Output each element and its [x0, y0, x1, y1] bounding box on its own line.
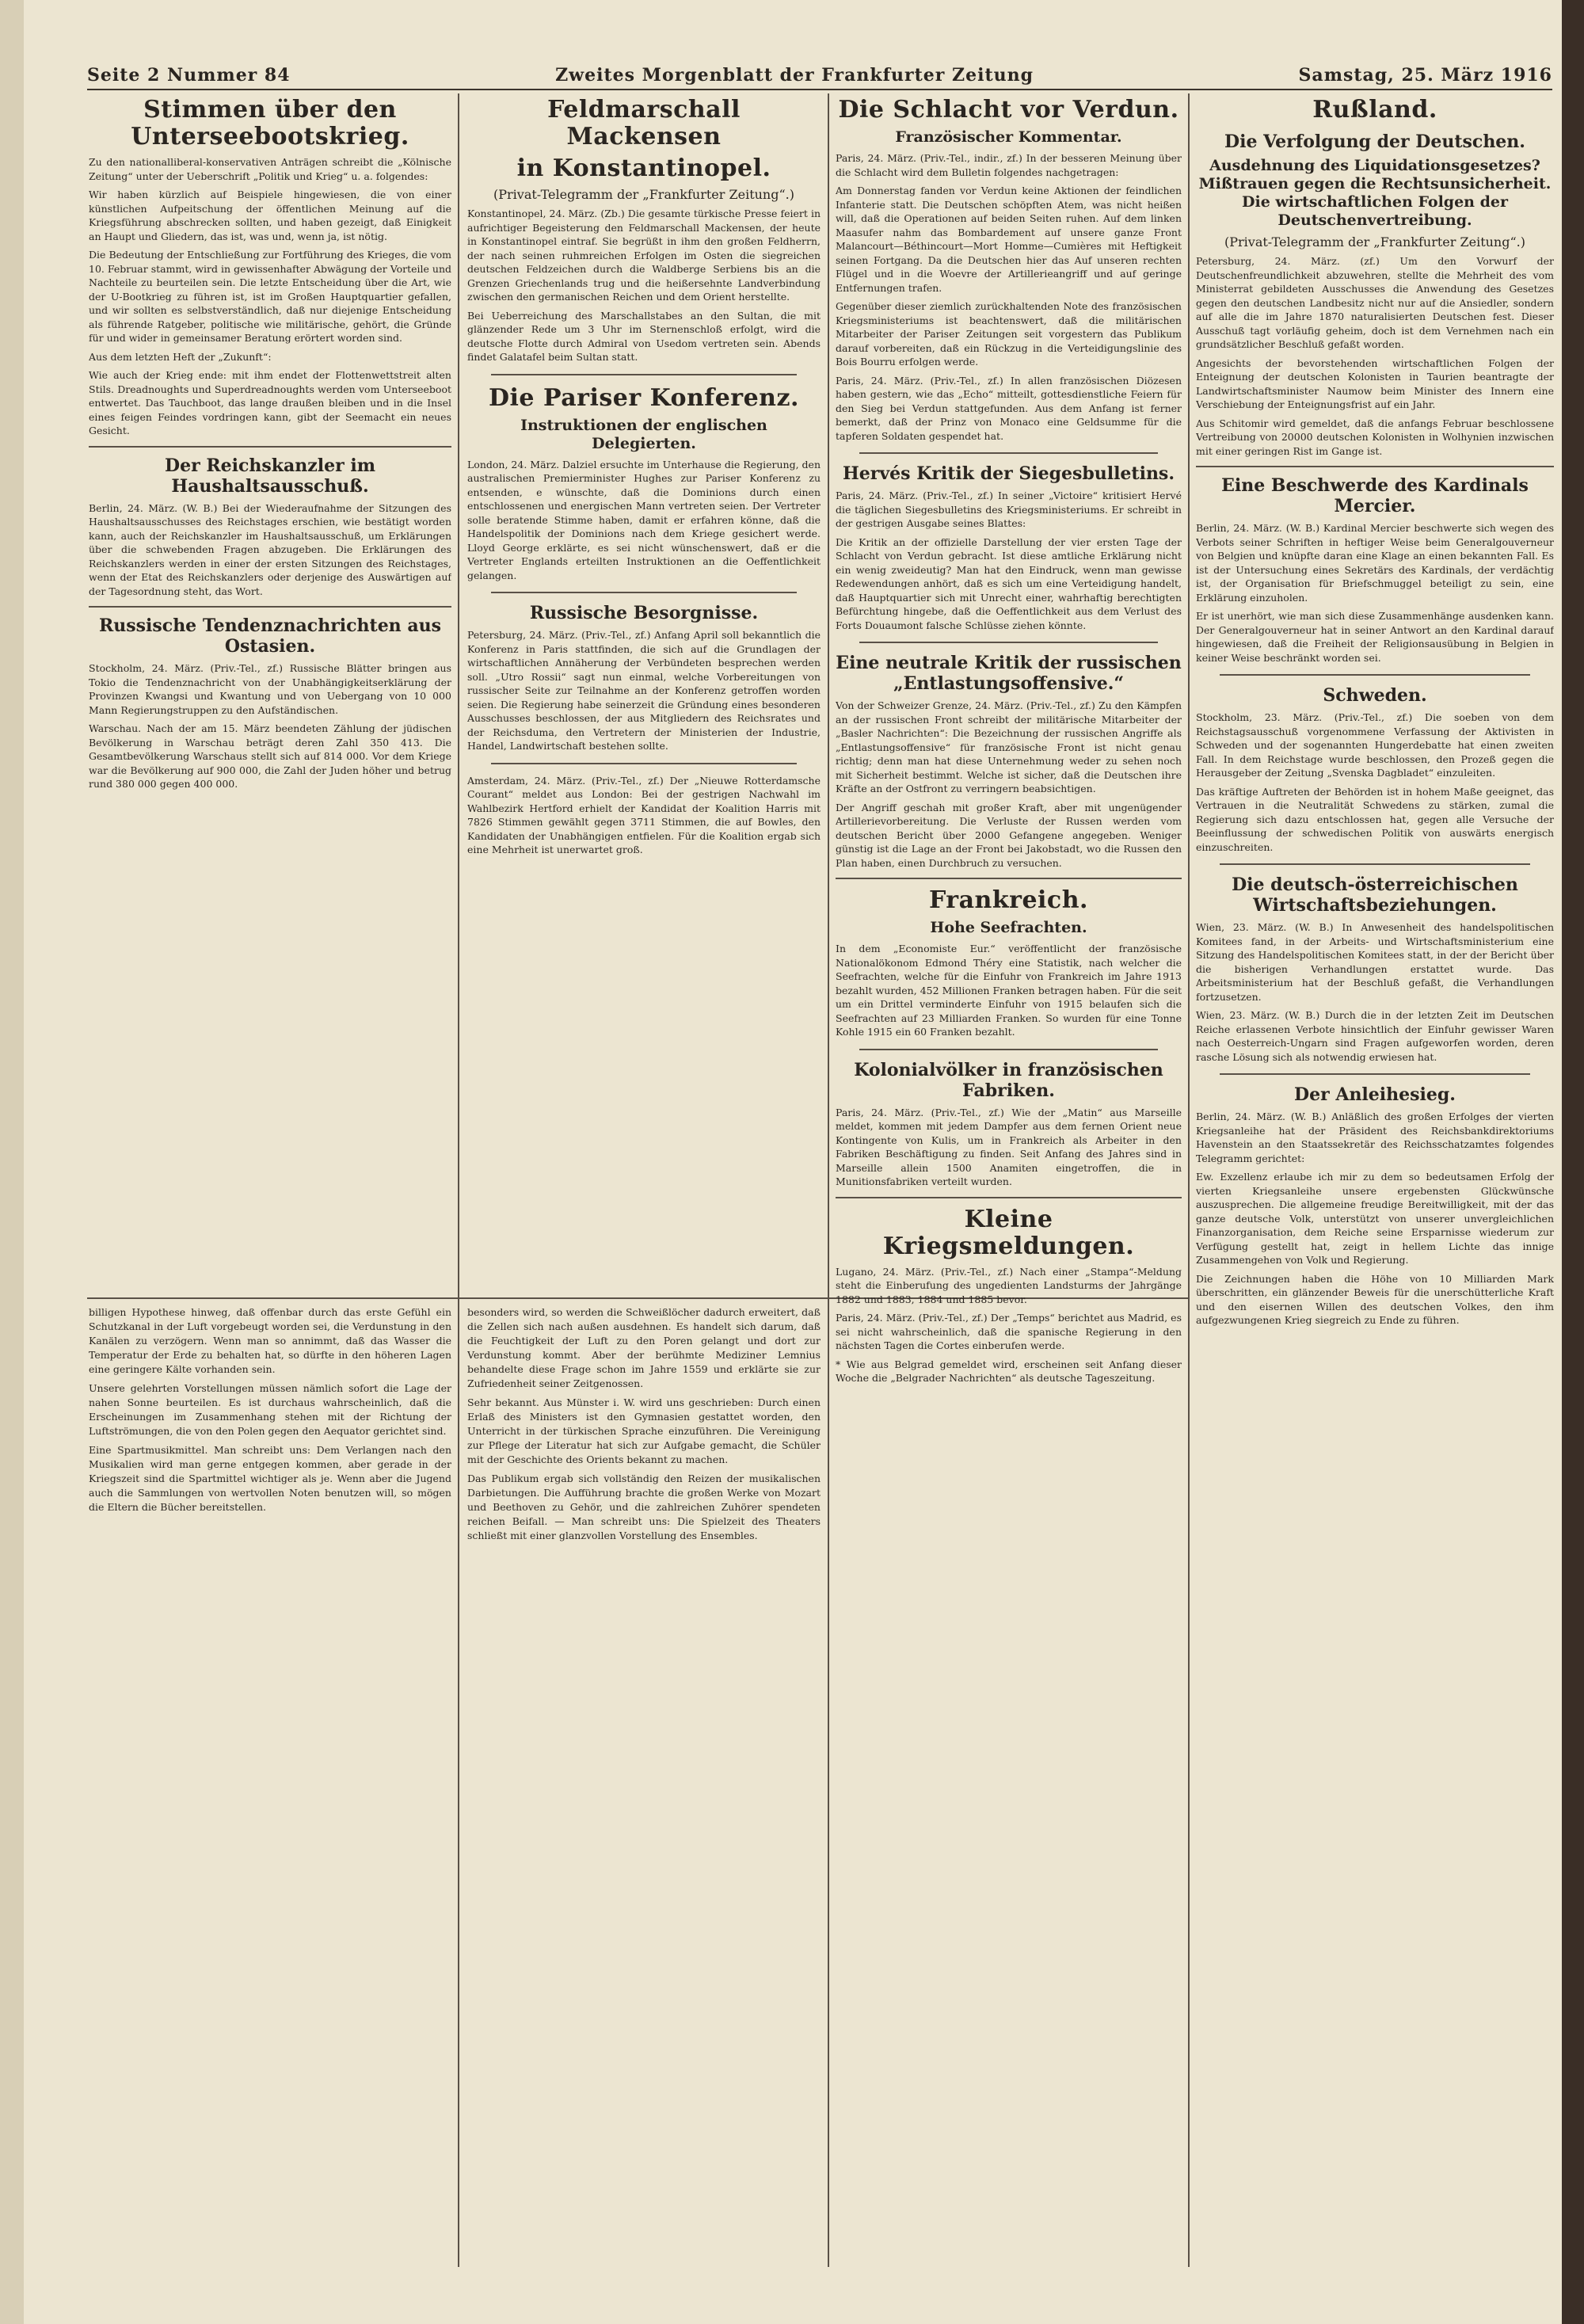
article-paragraph: Der Angriff geschah mit großer Kraft, aber mit ungenügender Artillerievorbereitung. Die Verluste der Russen werden vom deutschen Bericht über 2000 Gefangene angegeben. Weniger günstig ist die Lage an der Front bei Jakobstadt, wo die Russen den Plan haben, einen Durchbruch zu versuchen. [836, 801, 1182, 869]
column-rule [458, 93, 459, 2267]
article-paragraph: Wien, 23. März. (W. B.) In Anwesenheit des handelspolitischen Komitees fand, in der Arbeits- und Wirtschaftsministerium eine Sitzung des Handelspolitischen Komitees statt, in der der Bericht über die bisherigen Verhandlungen erstattet wurde. Das Arbeitsministerium hat der Beschluß gefaßt, die Verhandlungen fortzusetzen. [1196, 921, 1554, 1003]
article-paragraph: Petersburg, 24. März. (zf.) Um den Vorwurf der Deutschenfreundlichkeit abzuwehren, stellte die Mehrheit des vom Ministerrat gebildeten Ausschusses die Anwendung des Gesetzes gegen den deutschen Landbesitz nicht nur auf die Ansiedler, sondern auf alle die im Jahre 1870 naturalisierten Deutschen fest. Dieser Ausschuß tagt vorläufig geheim, doch ist dem Vernehmen nach ein grundsätzlicher Beschluß gefaßt worden. [1196, 255, 1554, 350]
article-paragraph: Zu den nationalliberal-konservativen Anträgen schreibt die „Kölnische Zeitung“ unter der Ueberschrift „Politik und Krieg“ u. a. folgendes: [89, 156, 451, 182]
divider [89, 446, 451, 448]
article-paragraph: Aus Schitomir wird gemeldet, daß die anfangs Februar beschlossene Vertreibung von 20000 deutschen Kolonisten in Wolhynien inzwischen mit einer geringen Rist im Gange ist. [1196, 417, 1554, 457]
article-subtitle: Französischer Kommentar. [895, 128, 1122, 146]
article-paragraph: Die Bedeutung der Entschließung zur Fortführung des Krieges, die vom 10. Februar stammt, wird in gewissenhafter Abwägung der Vorteile und Nachteile zu beurteilen sein. Die letzte Entscheidung über die Art, wie der U-Bootkrieg zu führen ist, ist im Großen Hauptquartier gefallen, und wir sollten es selbstverständlich, daß nur diejenige Entscheidung als führende Ratgeber, politische wie militärische, gehört, die Gründe für und wider in gemeinsamer Beratung erörtert worden sind. [89, 249, 451, 344]
divider [89, 606, 451, 608]
article-title: Kolonialvölker in französischen Fabriken. [854, 1059, 1163, 1101]
article-paragraph: * Wie aus Belgrad gemeldet wird, erscheinen seit Anfang dieser Woche die „Belgrader Nachrichten“ als deutsche Tageszeitung. [836, 1358, 1182, 1384]
article-subtitle: Ausdehnung des Liquidationsgesetzes? Mißtrauen gegen die Rechtsunsicherheit. Die wirtschaftlichen Folgen der Deutschenvertreibung. [1198, 157, 1552, 229]
feuilleton-paragraph: Eine Spartmusikmittel. Man schreibt uns: Dem Verlangen nach den Musikalien wird man gerne entgegen kommen, aber gerade in der Kriegszeit sind die Spartmittel wichtiger als je. Wenn aber die Jugend auch die Sammlungen von wertvollen Noten benutzen will, so mögen die Eltern die Bücher bereitstellen. [89, 1444, 451, 1513]
article-paragraph: Die Zeichnungen haben die Höhe von 10 Milliarden Mark überschritten, ein glänzender Beweis für die unerschütterliche Kraft und den eisernen Willen des deutschen Volkes, den ihm aufgezwungenen Krieg siegreich zu Ende zu führen. [1196, 1272, 1554, 1326]
feuilleton-paragraph: Unsere gelehrten Vorstellungen müssen nämlich sofort die Lage der nahen Sonne beurteilen. Es ist durchaus wahrscheinlich, daß die Erscheinungen im Zusammenhang stehen mit der Richtung der Luftströmungen, die von den Polen gegen den Aequator gerichtet sind. [89, 1382, 451, 1437]
article-title: Eine Beschwerde des Kardinals Mercier. [1221, 475, 1529, 516]
article-paragraph: Paris, 24. März. (Priv.-Tel., zf.) Der „Temps“ berichtet aus Madrid, es sei nicht wahrscheinlich, daß die spanische Regierung in den nächsten Tagen die Cortes einberufen werde. [836, 1312, 1182, 1351]
article-paragraph: Das kräftige Auftreten der Behörden ist in hohem Maße geeignet, das Vertrauen in die Neutralität Schwedens zu stärken, zumal die Regierung sich dazu entschlossen hat, gegen alle Versuche der Beeinflussung der schwedischen Politik von auswärts energisch einzuschreiten. [1196, 785, 1554, 853]
divider [859, 642, 1158, 643]
header-page-number: Seite 2 Nummer 84 [87, 65, 291, 86]
column-rule [1188, 93, 1190, 2267]
article-title: Rußland. [1312, 97, 1437, 124]
article-title: Kleine Kriegsmeldungen. [882, 1205, 1135, 1260]
article-subtitle: Die Verfolgung der Deutschen. [1224, 131, 1525, 152]
divider [1220, 863, 1530, 865]
feuilleton-column-2 [467, 1305, 821, 2267]
article-paragraph: Paris, 24. März. (Priv.-Tel., zf.) In allen französischen Diözesen haben gestern, wie das „Echo“ mitteilt, gottesdienstliche Feiern für den Sieg bei Verdun stattgefunden. Aus dem Anfang ist ferner bemerkt, daß der Prinz von Monaco eine Geldsumme für die tapferen Soldaten gespendet hat. [836, 374, 1182, 442]
article-title: Frankreich. [929, 886, 1088, 914]
page-edge [0, 0, 24, 2324]
article-title: in Konstantinopel. [516, 154, 771, 182]
article-paragraph: Lugano, 24. März. (Priv.-Tel., zf.) Nach einer „Stampa“-Meldung steht die Einberufung des ungedienten Landsturms der Jahrgänge 1882 und 1883, 1884 und 1885 bevor. [836, 1265, 1182, 1305]
article-paragraph: Wir haben kürzlich auf Beispiele hingewiesen, die von einer künstlichen Aufpeitschung der öffentlichen Meinung auf die Kriegsführung abschrecken sollten, und haben gezeigt, daß Einigkeit an Haupt und Gliedern, das ist, was und, wenn ja, ist nötig. [89, 189, 451, 242]
article-paragraph: Paris, 24. März. (Priv.-Tel., zf.) Wie der „Matin“ aus Marseille meldet, kommen mit jedem Dampfer aus dem fernen Orient neue Kontingente von Kulis, um in Frankreich als Arbeiter in den Fabriken Beschäftigung zu finden. Seit Anfang des Jahres sind in Marseille allein 1500 Anamiten eingetroffen, die in Munitionsfabriken verteilt wurden. [836, 1106, 1182, 1187]
page-header [87, 62, 1552, 90]
article-title: Schweden. [1323, 685, 1427, 706]
article-source: (Privat-Telegramm der „Frankfurter Zeitung“.) [493, 187, 794, 202]
article-title: Stimmen über den Unterseebootskrieg. [131, 97, 409, 150]
divider [491, 763, 797, 764]
article-title: Feldmarschall Mackensen [547, 97, 741, 150]
column-1 [89, 97, 451, 1293]
article-paragraph: Stockholm, 23. März. (Priv.-Tel., zf.) Die soeben von dem Reichstagsausschuß vorgenommene Verfassung der Aktivisten in Schweden und der sogenannten Hungerdebatte hat einen zweiten Fall. In dem Reichstage wurde beschlossen, den Prozeß gegen die Herausgeber der Zeitung „Svenska Dagbladet“ einzuleiten. [1196, 711, 1554, 779]
column-3 [836, 97, 1182, 2267]
article-title: Der Anleihesieg. [1294, 1084, 1456, 1105]
divider [1196, 466, 1554, 467]
column-rule [828, 93, 829, 2267]
header-date: Samstag, 25. März 1916 [1298, 65, 1552, 86]
article-paragraph: Am Donnerstag fanden vor Verdun keine Aktionen der feindlichen Infanterie statt. Die Deutschen schöpften Atem, was nicht heißen will, daß die Operationen auf beiden Seiten ruhen. Auf dem linken Maasufer nahm das Bombardement auf unsere ganze Front Malancourt—Béthincourt—Mort Homme—Cumières mit Heftigkeit seinen Fortgang. Da die Deutschen hier das Auf unseren rechten Flügel und in die Woevre der Artillerieangriff und auf geringe Entfernungen trafen. [836, 185, 1182, 294]
article-paragraph: Berlin, 24. März. (W. B.) Anläßlich des großen Erfolges der vierten Kriegsanleihe hat der Präsident des Reichsbankdirektoriums Havenstein an den Staatssekretär des Reichsschatzamtes folgendes Telegramm gerichtet: [1196, 1111, 1554, 1164]
article-paragraph: Die Kritik an der offizielle Darstellung der vier ersten Tage der Schlacht von Verdun gebracht. Ist diese amtliche Erklärung nicht ein wenig zweideutig? Man hat den Eindruck, wenn man gewisse Redewendungen anhört, daß es sich um eine Verteidigung handelt, daß Hauptquartier sich mit Unrecht einer, wahrhaftig berechtigten Befürchtung hingebe, daß die Oeffentlichkeit aus dem Verlust des Forts Douaumont falsche Schlüsse ziehen könnte. [836, 535, 1182, 631]
article-paragraph: Berlin, 24. März. (W. B.) Kardinal Mercier beschwerte sich wegen des Verbots seiner Schriften in heftiger Weise beim Generalgouverneur von Belgien und knüpfte daran eine Klage an einen bekannten Fall. Es ist der Untersuchung eines Sekretärs des Kardinals, der verdächtig ist, der Organisation für Briefschmuggel beteiligt zu sein, eine Erklärung einzuholen. [1196, 522, 1554, 604]
article-title: Die Schlacht vor Verdun. [838, 97, 1179, 124]
article-paragraph: Warschau. Nach der am 15. März beendeten Zählung der jüdischen Bevölkerung in Warschau beträgt deren Zahl 350 413. Die Gesamtbevölkerung Warschaus stellt sich auf 814 000. Vor dem Kriege war die Bevölkerung auf 900 000, die Zahl der Juden höher und betrug rund 380 000 gegen 400 000. [89, 722, 451, 790]
article-paragraph: Petersburg, 24. März. (Priv.-Tel., zf.) Anfang April soll bekanntlich die Konferenz in Paris stattfinden, die sich auf die Grundlagen der wirtschaftlichen Annäherung der Verbündeten besprechen werden soll. „Utro Rossii“ sagt nun einmal, welche Vorbereitungen von russischer Seite zur Teilnahme an der Konferenz getroffen worden seien. Die Regierung habe seinerzeit die Gründung eines besonderen Ausschusses beschlossen, der aus Mitgliedern des Reichsrates und der Reichsduma, den Vertretern der Ministerien der Industrie, Handel, Landwirtschaft bestehen sollte. [467, 629, 821, 752]
divider [1220, 674, 1530, 676]
feuilleton-paragraph: besonders wird, so werden die Schweißlöcher dadurch erweitert, daß die Zellen sich nach außen ausdehnen. Es handelt sich darum, daß die Feuchtigkeit der Luft zu den Poren gelangt und dort zur Verdunstung kommt. Aber der berühmte Mediziner Lemnius behandelte diese Frage schon im Jahre 1559 und erklärte sie zur Zufriedenheit seiner Zeitgenossen. [467, 1306, 821, 1389]
article-paragraph: Aus dem letzten Heft der „Zukunft“: [89, 350, 272, 363]
article-title: Russische Besorgnisse. [529, 603, 759, 623]
article-paragraph: Berlin, 24. März. (W. B.) Bei der Wiederaufnahme der Sitzungen des Haushaltsausschusses des Reichstages erschien, wie bestätigt worden kann, auch der Reichskanzler im Haushaltsausschuß, um Erklärungen über die schwebenden Fragen abzugeben. Die Erklärungen des Reichskanzlers werden in einer der ersten Sitzungen des Reichstages, wenn der Etat des Reichskanzlers oder derjenige des Auswärtigen auf der Tagesordnung steht, das Wort. [89, 501, 451, 597]
article-paragraph: London, 24. März. Dalziel ersuchte im Unterhause die Regierung, den australischen Premierminister Hughes zur Pariser Konferenz zu entsenden, e wünschte, daß die Dominions durch einen entschlossenen und energischen Mann vertreten seien. Der Vertreter solle beratende Stimme haben, damit er erfahren könne, daß die Handelspolitik der Dominions nach dem Kriege gesichert werde. Lloyd George erklärte, es sei nicht wünschenswert, daß er die Vertreter Englands erteilten Instruktionen an die Oeffentlichkeit gelangen. [467, 458, 821, 581]
article-paragraph: Wien, 23. März. (W. B.) Durch die in der letzten Zeit im Deutschen Reiche erlassenen Verbote hinsichtlich der Einfuhr gewisser Waren nach Oesterreich-Ungarn sind Fragen aufgeworfen worden, deren rasche Lösung sich als notwendig erwiesen hat. [1196, 1009, 1554, 1063]
article-title: Russische Tendenznachrichten aus Ostasien. [99, 615, 441, 657]
article-paragraph: Stockholm, 24. März. (Priv.-Tel., zf.) Russische Blätter bringen aus Tokio die Tendenznachricht von der Unabhängigkeitserklärung der Provinzen Kwangsi und Kwantung und von Uebergang von 10 000 Mann Regierungstruppen zu den Aufständischen. [89, 662, 451, 716]
feuilleton-paragraph: billigen Hypothese hinweg, daß offenbar durch das erste Gefühl ein Schutzkanal in der Luft vorgebeugt worden sei, die Verdunstung in den Kanälen zu verzögern. Wenn man so annimmt, daß das Wasser die Temperatur der Erde zu behalten hat, so dürfte in den höheren Lagen eine geringere Kälte vorhanden sein. [89, 1306, 451, 1375]
column-4 [1196, 97, 1554, 2267]
article-paragraph: Paris, 24. März. (Priv.-Tel., indir., zf.) In der besseren Meinung über die Schlacht wird dem Bulletin folgendes nachgetragen: [836, 152, 1182, 178]
article-paragraph: Bei Ueberreichung des Marschallstabes an den Sultan, die mit glänzender Rede um 3 Uhr im Sternenschloß erfolgt, wird die deutsche Flotte durch Admiral von Usedom vertreten sein. Abends findet Galatafel beim Sultan statt. [467, 309, 821, 363]
article-paragraph: Konstantinopel, 24. März. (Zb.) Die gesamte türkische Presse feiert in aufrichtiger Begeisterung den Feldmarschall Mackensen, der heute in Konstantinopel eintraf. Sie begrüßt in ihm den großen Feldherrn, der nach seinen ruhmreichen Erfolgen im Osten die siegreichen deutschen Feldzeichen durch die Waldberge Serbiens bis an die Grenzen Griechenlands trug und die heißersehnte Landverbindung zwischen den germanischen Reichen und dem Orient herstellte. [467, 208, 821, 303]
article-paragraph: Von der Schweizer Grenze, 24. März. (Priv.-Tel., zf.) Zu den Kämpfen an der russischen Front schreibt der militärische Mitarbeiter der „Basler Nachrichten“: Die Bezeichnung der russischen Angriffe als „Entlastungsoffensive“ für französische Front ist nicht genau richtig; denn man hat diese Unternehmung weder zu sehen noch mit Sicherheit bestimmt. Welche ist sicher, daß die Deutschen ihre Kräfte an der Ostfront zu verringern beabsichtigen. [836, 699, 1182, 794]
divider [1220, 1073, 1530, 1075]
divider [491, 374, 797, 375]
header-masthead: Zweites Morgenblatt der Frankfurter Zeitung [555, 65, 1034, 86]
article-subtitle: Hohe Seefrachten. [930, 919, 1087, 936]
divider [859, 452, 1158, 454]
article-paragraph: Paris, 24. März. (Priv.-Tel., zf.) In seiner „Victoire“ kritisiert Hervé die täglichen Siegesbulletins des Kriegsministeriums. Er schreibt in der gestrigen Ausgabe seines Blattes: [836, 490, 1182, 529]
article-paragraph: Gegenüber dieser ziemlich zurückhaltenden Note des französischen Kriegsministeriums ist beachtenswert, daß die militärischen Mitarbeiter der Pariser Zeitungen seit vorgestern das Publikum darauf vorbereiten, daß ein Rückzug in die Verteidigungslinie des Bois Bourru erfolgen werde. [836, 300, 1182, 368]
divider [836, 878, 1182, 879]
article-title: Die Pariser Konferenz. [489, 383, 799, 412]
article-title: Der Reichskanzler im Haushaltsausschuß. [165, 455, 375, 497]
article-subtitle: Instruktionen der englischen Delegierten. [520, 416, 767, 452]
article-paragraph: Ew. Exzellenz erlaube ich mir zu dem so bedeutsamen Erfolg der vierten Kriegsanleihe unsere ergebensten Glückwünsche auszusprechen. Die allgemeine freudige Bereitwilligkeit, mit der das ganze deutsche Volk, unterstützt von unserer unvergleichlichen Finanzorganisation, dem Reiche seine Ersparnisse wiederum zur Verfügung gestellt hat, zeigt in hellem Lichte das innige Zusammengehen von Volk und Regierung. [1196, 1171, 1554, 1266]
article-paragraph: Amsterdam, 24. März. (Priv.-Tel., zf.) Der „Nieuwe Rotterdamsche Courant“ meldet aus London: Bei der gestrigen Nachwahl im Wahlbezirk Hertford erhielt der Kandidat der Koalition Harris mit 7826 Stimmen gewählt gegen 3711 Stimmen, die auf Bowles, den Kandidaten der Unabhängigen entfielen. Für die Koalition ergab sich eine Mehrheit ist unerwartet groß. [467, 774, 821, 855]
article-paragraph: Er ist unerhört, wie man sich diese Zusammenhänge ausdenken kann. Der Generalgouverneur hat in seiner Antwort an den Kardinal darauf hingewiesen, daß die Freiheit der Religionsausübung in Belgien in keiner Weise beschränkt worden sei. [1196, 610, 1554, 664]
binding-edge [1562, 0, 1584, 2324]
divider [836, 1197, 1182, 1198]
feuilleton-column-1 [89, 1305, 451, 2267]
feuilleton-paragraph: Das Publikum ergab sich vollständig den Reizen der musikalischen Darbietungen. Die Aufführung brachte die großen Werke von Mozart und Beethoven zu Gehör, und die zahlreichen Zuhörer spendeten reichen Beifall. — Man schreibt uns: Die Spielzeit des Theaters schließt mit einer glanzvollen Vorstellung des Ensembles. [467, 1473, 821, 1541]
article-paragraph: In dem „Economiste Eur.“ veröffentlicht der französische Nationalökonom Edmond Théry eine Statistik, nach welcher die Seefrachten, welche für die Einfuhr von Frankreich im Jahre 1913 bezahlt wurden, 452 Millionen Franken betragen haben. Für die seit um ein Drittel verminderte Einfuhr von 1915 belaufen sich die Seefrachten auf 23 Milliarden Franken. So wurden für eine Tonne Kohle 1915 ein 60 Franken bezahlt. [836, 943, 1182, 1038]
feuilleton-paragraph: Sehr bekannt. Aus Münster i. W. wird uns geschrieben: Durch einen Erlaß des Ministers ist den Gymnasien gestattet worden, den Unterricht in der türkischen Sprache einzuführen. Die Vereinigung zur Pflege der Literatur hat sich zur Aufgabe gemacht, die Schüler mit der Geschichte des Orients bekannt zu machen. [467, 1396, 821, 1465]
divider [859, 1049, 1158, 1050]
column-2 [467, 97, 821, 1293]
article-paragraph: Wie auch der Krieg ende: mit ihm endet der Flottenwettstreit alten Stils. Dreadnoughts und Superdreadnoughts werden vom Unterseeboot entwertet. Das Tauchboot, das lange draußen bleiben und in die Insel eines feigen Feindes vordringen kann, gibt der Seemacht ein neues Gesicht. [89, 369, 451, 436]
article-title: Hervés Kritik der Siegesbulletins. [843, 463, 1175, 484]
divider [491, 592, 797, 593]
article-paragraph: Angesichts der bevorstehenden wirtschaftlichen Folgen der Enteignung der deutschen Kolonisten in Taurien beantragte der Landwirtschaftsminister Naumow beim Minister des Innern eine Verschiebung der Enteignungsfrist auf ein Jahr. [1196, 356, 1554, 410]
article-title: Die deutsch-österreichischen Wirtschaftsbeziehungen. [1232, 874, 1518, 916]
article-title: Eine neutrale Kritik der russischen „Entlastungsoffensive.“ [836, 653, 1182, 694]
article-source: (Privat-Telegramm der „Frankfurter Zeitung“.) [1224, 234, 1525, 250]
